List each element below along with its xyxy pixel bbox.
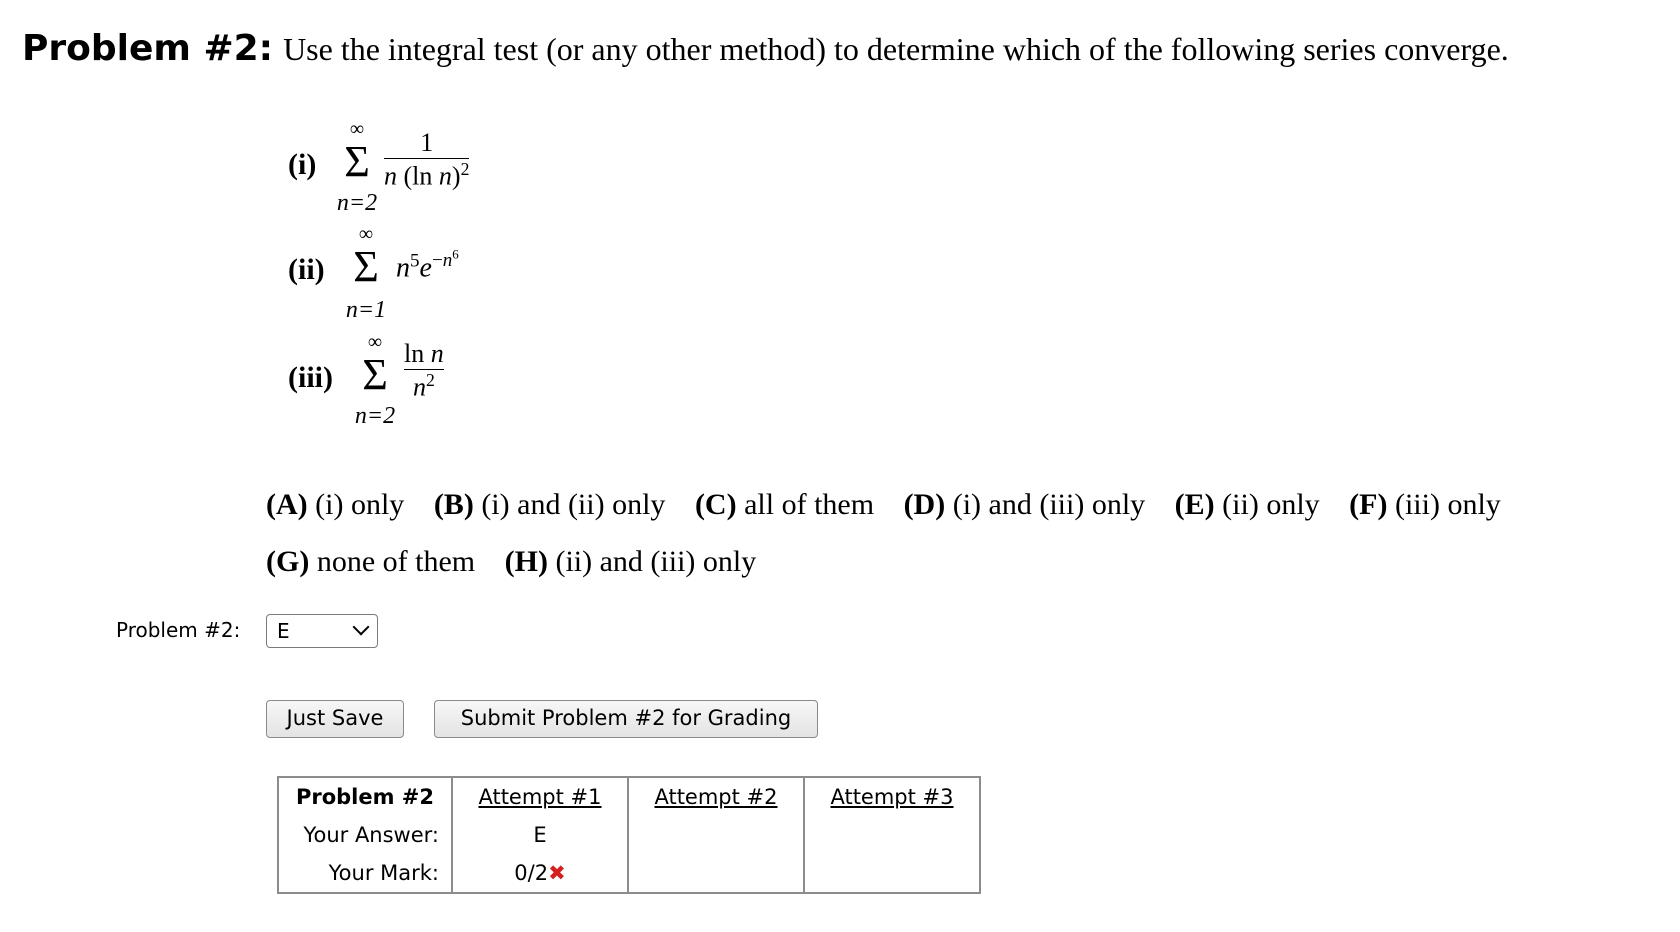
- sigma-symbol: Σ: [344, 137, 370, 186]
- choice-text: (i) and (iii) only: [945, 488, 1146, 521]
- term-denominator: [404, 370, 444, 403]
- your-answer-label: Your Answer:: [303, 823, 439, 847]
- choice-letter: (F): [1349, 488, 1388, 521]
- summation: [343, 225, 389, 325]
- series-term: [404, 339, 444, 403]
- your-mark-label: Your Mark:: [328, 861, 439, 885]
- choice-f: [1349, 488, 1501, 522]
- sum-lower-limit: n=2: [354, 403, 396, 429]
- choice-text: (ii) and (iii) only: [547, 545, 757, 578]
- chevron-down-icon: [353, 619, 370, 636]
- table-row: [278, 777, 980, 816]
- choice-letter: (B): [433, 488, 474, 521]
- incorrect-x-icon: ✖: [548, 861, 566, 885]
- term-exponent: 5: [410, 250, 420, 272]
- choice-letter: (G): [266, 545, 310, 578]
- term-exponent: [431, 247, 459, 272]
- choice-g: [266, 545, 475, 579]
- mark-value: 0/2: [514, 861, 549, 885]
- choice-text: all of them: [736, 488, 875, 521]
- attempts-table: [277, 776, 981, 894]
- choices-row-1: [266, 488, 1523, 522]
- term-numerator: [404, 339, 444, 369]
- sum-lower-limit: n=2: [336, 190, 378, 216]
- problem-heading: [22, 28, 1509, 69]
- answer-select[interactable]: [266, 614, 378, 648]
- submit-grading-button[interactable]: Submit Problem #2 for Grading: [434, 700, 818, 738]
- choice-letter: (A): [266, 488, 308, 521]
- num-part: ln: [404, 339, 431, 368]
- sum-upper-limit: ∞: [358, 223, 374, 245]
- series-term: [396, 247, 459, 285]
- series-roman-label: (ii): [288, 253, 325, 286]
- choice-c: [695, 488, 874, 522]
- series-iii: [288, 333, 508, 433]
- table-row: [278, 816, 980, 854]
- choice-text: (i) only: [307, 488, 405, 521]
- num-part: n: [430, 339, 444, 368]
- attempt-2-mark: [628, 854, 804, 893]
- choice-b: [434, 488, 666, 522]
- den-part: n: [438, 161, 452, 191]
- attempt-1-link[interactable]: [452, 777, 628, 816]
- choice-text: none of them: [309, 545, 476, 578]
- choice-letter: (D): [903, 488, 946, 521]
- attempt-link-text[interactable]: Attempt #3: [830, 785, 954, 809]
- choice-a: [266, 488, 404, 522]
- exp-part: n: [442, 250, 453, 272]
- term-base: n: [396, 252, 410, 284]
- choice-e: [1175, 488, 1320, 522]
- series-roman-label: (iii): [288, 361, 333, 394]
- attempt-link-text[interactable]: Attempt #2: [654, 785, 778, 809]
- term-numerator: 1: [420, 128, 434, 157]
- choices-row-2: [266, 545, 778, 579]
- choice-text: (i) and (ii) only: [473, 488, 666, 521]
- table-header-problem: Problem #2: [295, 785, 435, 809]
- sum-lower-limit: n=1: [345, 297, 387, 323]
- choice-d: [904, 488, 1146, 522]
- series-i: [288, 120, 508, 220]
- just-save-button[interactable]: Just Save: [266, 700, 404, 738]
- series-term: [384, 128, 469, 192]
- table-row: [278, 854, 980, 893]
- attempt-3-mark: [804, 854, 980, 893]
- sum-upper-limit: ∞: [349, 118, 365, 140]
- attempt-1-mark: [452, 854, 628, 893]
- attempt-3-link[interactable]: [804, 777, 980, 816]
- attempt-link-text[interactable]: Attempt #1: [478, 785, 602, 809]
- answer-selected-value: E: [277, 619, 290, 643]
- problem-label: Problem #2:: [22, 28, 274, 69]
- den-exponent: 2: [425, 370, 435, 390]
- attempt-3-answer: [804, 816, 980, 854]
- den-part: n: [412, 372, 426, 402]
- answer-label: Problem #2:: [116, 618, 241, 642]
- summation: [334, 120, 380, 220]
- sigma-symbol: Σ: [353, 242, 379, 291]
- choice-letter: (H): [504, 545, 548, 578]
- choice-text: (ii) only: [1214, 488, 1320, 521]
- problem-text: Use the integral test (or any other method) to determine which of the following series converge.: [283, 31, 1509, 67]
- term-denominator: [384, 159, 469, 192]
- sum-upper-limit: ∞: [367, 331, 383, 353]
- den-part: ): [451, 161, 461, 191]
- exp-part: −: [431, 250, 443, 272]
- den-exponent: 2: [460, 159, 470, 179]
- attempt-2-answer: [628, 816, 804, 854]
- choice-letter: (C): [694, 488, 737, 521]
- attempt-2-link[interactable]: [628, 777, 804, 816]
- den-part: n: [384, 161, 397, 191]
- series-ii: [288, 225, 508, 325]
- summation: [352, 333, 398, 433]
- choice-h: [505, 545, 757, 579]
- choice-letter: (E): [1174, 488, 1215, 521]
- exp-part: 6: [452, 247, 459, 262]
- series-roman-label: (i): [288, 148, 317, 181]
- term-base: e: [419, 252, 432, 284]
- attempt-1-answer: E: [452, 816, 628, 854]
- den-part: (ln: [397, 161, 439, 191]
- choice-text: (iii) only: [1387, 488, 1501, 521]
- sigma-symbol: Σ: [362, 350, 388, 399]
